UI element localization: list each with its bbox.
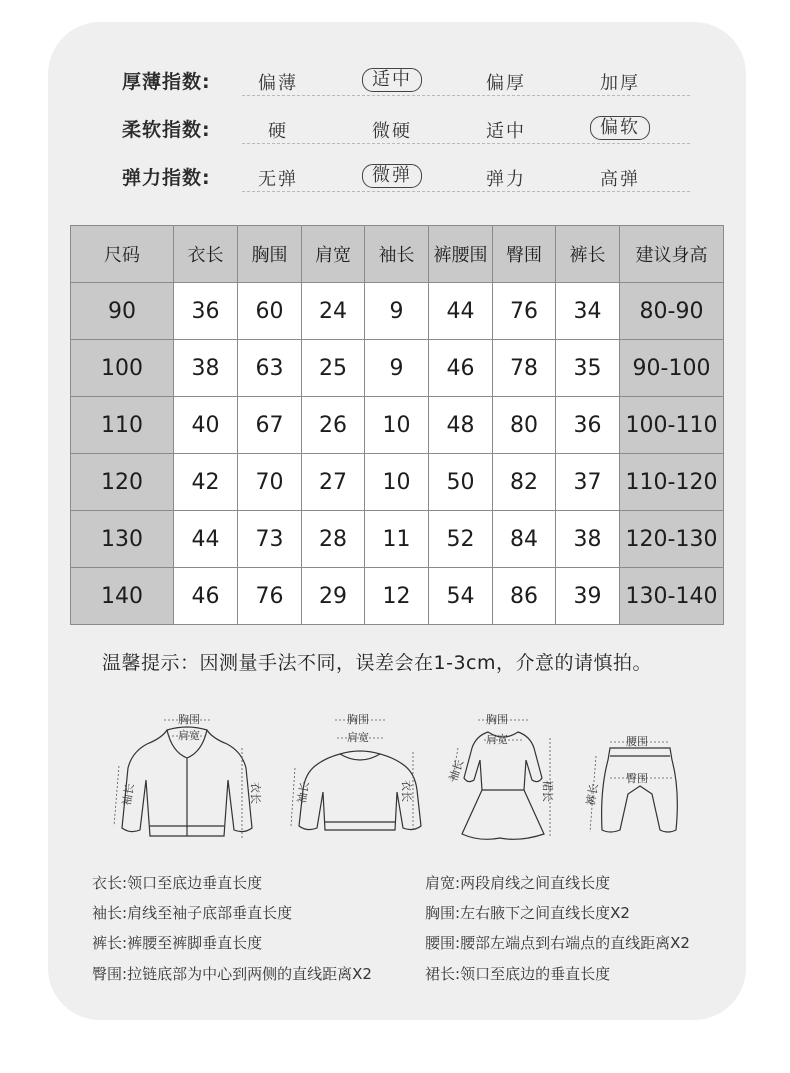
softness-option-slightly-hard: 微硬 bbox=[372, 121, 412, 142]
softness-index-label: 柔软指数: bbox=[122, 119, 211, 141]
length-cell: 42 bbox=[174, 454, 238, 511]
hip-label: 臀围 bbox=[626, 772, 648, 785]
pants-diagram bbox=[580, 720, 690, 850]
desc-hip: 臀围:拉链底部为中心到两侧的直线距离X2 bbox=[92, 965, 372, 983]
height-cell: 110-120 bbox=[620, 454, 724, 511]
sleeve-cell: 12 bbox=[365, 568, 429, 625]
pants-length-cell: 34 bbox=[556, 283, 620, 340]
header-hip: 臀围 bbox=[493, 226, 556, 283]
table-header-row bbox=[71, 226, 724, 283]
shoulder-label: 肩宽 bbox=[178, 729, 200, 742]
chest-cell: 70 bbox=[238, 454, 302, 511]
softness-option-hard: 硬 bbox=[268, 121, 288, 142]
chest-cell: 60 bbox=[238, 283, 302, 340]
height-cell: 130-140 bbox=[620, 568, 724, 625]
shoulder-cell: 28 bbox=[302, 511, 365, 568]
pants-length-label: 裤长 bbox=[584, 782, 601, 807]
shoulder-label: 肩宽 bbox=[486, 733, 508, 746]
sleeve-cell: 11 bbox=[365, 511, 429, 568]
shoulder-cell: 24 bbox=[302, 283, 365, 340]
height-cell: 120-130 bbox=[620, 511, 724, 568]
pants-length-cell: 35 bbox=[556, 340, 620, 397]
shoulder-label: 肩宽 bbox=[347, 731, 369, 744]
thickness-option-extra-thick: 加厚 bbox=[600, 73, 640, 94]
waist-cell: 44 bbox=[429, 283, 493, 340]
waist-cell: 46 bbox=[429, 340, 493, 397]
size-cell: 140 bbox=[71, 568, 174, 625]
header-shoulder: 肩宽 bbox=[302, 226, 365, 283]
shoulder-cell: 25 bbox=[302, 340, 365, 397]
elasticity-option-high: 高弹 bbox=[600, 169, 640, 190]
softness-option-soft-selected: 偏软 bbox=[590, 116, 650, 140]
sleeve-cell: 10 bbox=[365, 397, 429, 454]
jacket-diagram bbox=[112, 708, 262, 848]
table-row bbox=[71, 340, 724, 397]
size-cell: 110 bbox=[71, 397, 174, 454]
header-length: 衣长 bbox=[174, 226, 238, 283]
table-row bbox=[71, 283, 724, 340]
hip-cell: 84 bbox=[493, 511, 556, 568]
desc-skirt-length: 裙长:领口至底边的垂直长度 bbox=[425, 965, 611, 983]
softness-option-medium: 适中 bbox=[486, 121, 526, 142]
header-chest: 胸围 bbox=[238, 226, 302, 283]
pants-length-cell: 37 bbox=[556, 454, 620, 511]
height-cell: 100-110 bbox=[620, 397, 724, 454]
header-height: 建议身高 bbox=[620, 226, 724, 283]
desc-chest: 胸围:左右腋下之间直线长度X2 bbox=[425, 904, 630, 922]
desc-pants-length: 裤长:裤腰至裤脚垂直长度 bbox=[92, 934, 263, 952]
desc-shoulder: 肩宽:两段肩线之间直线长度 bbox=[425, 874, 611, 892]
pants-length-cell: 36 bbox=[556, 397, 620, 454]
elasticity-option-none: 无弹 bbox=[258, 169, 298, 190]
chest-cell: 67 bbox=[238, 397, 302, 454]
desc-sleeve: 袖长:肩线至袖子底部垂直长度 bbox=[92, 904, 293, 922]
table-row bbox=[71, 454, 724, 511]
thickness-index-label: 厚薄指数: bbox=[122, 71, 211, 93]
waist-cell: 48 bbox=[429, 397, 493, 454]
chest-cell: 76 bbox=[238, 568, 302, 625]
sleeve-cell: 9 bbox=[365, 340, 429, 397]
elasticity-option-elastic: 弹力 bbox=[486, 169, 526, 190]
shoulder-cell: 29 bbox=[302, 568, 365, 625]
size-cell: 90 bbox=[71, 283, 174, 340]
sleeve-cell: 9 bbox=[365, 283, 429, 340]
sleeve-label: 袖长 bbox=[446, 757, 467, 784]
softness-index-row bbox=[122, 109, 690, 149]
shoulder-cell: 26 bbox=[302, 397, 365, 454]
height-cell: 80-90 bbox=[620, 283, 724, 340]
length-cell: 36 bbox=[174, 283, 238, 340]
desc-length: 衣长:领口至底边垂直长度 bbox=[92, 874, 263, 892]
measurement-tip: 温馨提示：因测量手法不同，误差会在1-3cm，介意的请慎拍。 bbox=[102, 652, 652, 674]
length-label: 衣长 bbox=[400, 780, 413, 802]
sleeve-label: 袖长 bbox=[120, 782, 137, 807]
waist-cell: 54 bbox=[429, 568, 493, 625]
sweatshirt-diagram bbox=[285, 708, 435, 848]
hip-cell: 82 bbox=[493, 454, 556, 511]
dress-diagram bbox=[440, 708, 570, 848]
header-size: 尺码 bbox=[71, 226, 174, 283]
size-table bbox=[70, 225, 724, 625]
chest-cell: 73 bbox=[238, 511, 302, 568]
chest-label: 胸围 bbox=[347, 713, 369, 726]
softness-divider bbox=[242, 143, 690, 144]
hip-cell: 76 bbox=[493, 283, 556, 340]
chest-label: 胸围 bbox=[486, 713, 508, 726]
elasticity-divider bbox=[242, 191, 690, 192]
length-label: 衣长 bbox=[249, 782, 262, 804]
waist-label: 腰围 bbox=[626, 735, 648, 748]
elasticity-index-label: 弹力指数: bbox=[122, 167, 211, 189]
shoulder-cell: 27 bbox=[302, 454, 365, 511]
header-sleeve: 袖长 bbox=[365, 226, 429, 283]
thickness-divider bbox=[242, 95, 690, 96]
pants-length-cell: 38 bbox=[556, 511, 620, 568]
length-cell: 44 bbox=[174, 511, 238, 568]
height-cell: 90-100 bbox=[620, 340, 724, 397]
skirt-length-label: 裙长 bbox=[541, 780, 554, 802]
chest-cell: 63 bbox=[238, 340, 302, 397]
thickness-index-row bbox=[122, 61, 690, 101]
hip-cell: 80 bbox=[493, 397, 556, 454]
elasticity-option-slight-selected: 微弹 bbox=[362, 164, 422, 188]
length-cell: 40 bbox=[174, 397, 238, 454]
desc-waist: 腰围:腰部左端点到右端点的直线距离X2 bbox=[425, 934, 690, 952]
waist-cell: 50 bbox=[429, 454, 493, 511]
size-cell: 130 bbox=[71, 511, 174, 568]
table-row bbox=[71, 568, 724, 625]
sleeve-label: 袖长 bbox=[295, 780, 312, 805]
chest-label: 胸围 bbox=[178, 713, 200, 726]
thickness-option-thick: 偏厚 bbox=[486, 73, 526, 94]
length-cell: 38 bbox=[174, 340, 238, 397]
table-row bbox=[71, 511, 724, 568]
length-cell: 46 bbox=[174, 568, 238, 625]
size-cell: 100 bbox=[71, 340, 174, 397]
size-cell: 120 bbox=[71, 454, 174, 511]
pants-length-cell: 39 bbox=[556, 568, 620, 625]
header-pants-length: 裤长 bbox=[556, 226, 620, 283]
table-row bbox=[71, 397, 724, 454]
hip-cell: 86 bbox=[493, 568, 556, 625]
elasticity-index-row bbox=[122, 157, 690, 197]
thickness-option-medium-selected: 适中 bbox=[362, 68, 422, 92]
sleeve-cell: 10 bbox=[365, 454, 429, 511]
waist-cell: 52 bbox=[429, 511, 493, 568]
hip-cell: 78 bbox=[493, 340, 556, 397]
thickness-option-thin: 偏薄 bbox=[258, 73, 298, 94]
header-pants-waist: 裤腰围 bbox=[429, 226, 493, 283]
